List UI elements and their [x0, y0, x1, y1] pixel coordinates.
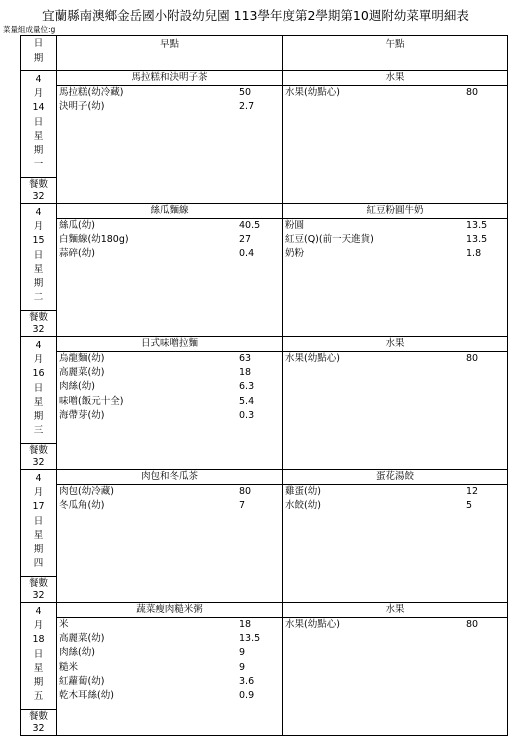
- ingredient-name: 高麗菜(幼): [59, 633, 105, 645]
- unit-note: 菜量組成量位:g: [3, 25, 56, 34]
- ingredient-quantity: 9: [239, 647, 246, 659]
- day-date-line: 4: [35, 340, 42, 351]
- day-date-line: 16: [32, 368, 45, 380]
- day-cell: [21, 470, 57, 603]
- day-cell: [21, 603, 57, 736]
- ingredient-name: 決明子(幼): [59, 101, 105, 113]
- day-date-line: 星: [33, 130, 44, 142]
- meal-count-value: 32: [32, 590, 45, 601]
- ingredient-name: 肉絲(幼): [59, 647, 95, 659]
- meal-count-value: 32: [32, 723, 45, 734]
- snack-cell: [283, 337, 508, 470]
- day-row: [21, 204, 508, 337]
- day-column: [21, 603, 56, 735]
- ingredient-quantity: 5.4: [239, 395, 255, 407]
- day-date: [32, 337, 44, 438]
- day-column: [21, 470, 56, 602]
- ingredient-row: [283, 352, 507, 366]
- day-row: [21, 337, 508, 470]
- ingredient-row: [283, 233, 507, 247]
- day-date-line: 月: [33, 354, 44, 366]
- ingredient-quantity: 9: [239, 661, 246, 673]
- ingredient-quantity: 12: [466, 486, 479, 497]
- menu-table: [20, 35, 508, 736]
- day-date-line: 4: [35, 74, 42, 85]
- ingredient-row: [57, 632, 282, 646]
- day-date-line: 日: [33, 648, 44, 660]
- header-day: 日 期: [21, 36, 57, 71]
- ingredient-name: 馬拉糕(幼冷藏): [59, 87, 124, 98]
- ingredient-row: [57, 499, 282, 513]
- day-date-line: 一: [33, 159, 44, 171]
- ingredient-quantity: 18: [239, 367, 252, 379]
- snack-cell: [283, 71, 508, 204]
- ingredient-row: [57, 86, 282, 100]
- day-date-line: 4: [35, 207, 42, 218]
- meal-count-label: 餐數: [28, 711, 48, 722]
- day-date-line: 期: [33, 144, 44, 156]
- ingredient-name: 高麗菜(幼): [59, 367, 105, 379]
- day-date-line: 日: [33, 116, 44, 128]
- ingredient-quantity: 13.5: [466, 234, 488, 246]
- day-date-line: 日: [33, 515, 44, 527]
- day-date: [32, 71, 44, 172]
- ingredient-row: [57, 689, 282, 703]
- ingredient-row: [57, 618, 282, 632]
- day-column: [21, 71, 56, 203]
- ingredient-row: [57, 395, 282, 409]
- ingredient-row: [283, 219, 507, 233]
- day-cell: [21, 204, 57, 337]
- ingredient-name: 水果(幼點心): [285, 87, 340, 98]
- ingredient-quantity: 50: [239, 87, 252, 98]
- day-date-line: 15: [32, 235, 45, 247]
- day-date-line: 星: [33, 263, 44, 275]
- ingredient-quantity: 7: [239, 500, 246, 512]
- snack-dish-name: 紅豆粉圓牛奶: [283, 204, 507, 219]
- day-date-line: 星: [33, 662, 44, 674]
- day-row: [21, 470, 508, 603]
- ingredient-quantity: 3.6: [239, 675, 255, 687]
- ingredient-name: 烏龍麵(幼): [59, 353, 105, 364]
- ingredient-row: [57, 409, 282, 423]
- day-date-line: 4: [35, 606, 42, 617]
- breakfast-dish-name: 肉包和冬瓜茶: [57, 470, 282, 485]
- day-row: [21, 71, 508, 204]
- ingredient-name: 奶粉: [285, 248, 305, 260]
- ingredient-name: 絲瓜(幼): [59, 220, 95, 231]
- ingredient-name: 冬瓜角(幼): [59, 500, 105, 512]
- day-date-line: 月: [33, 487, 44, 499]
- ingredient-row: [57, 380, 282, 394]
- ingredient-name: 水果(幼點心): [285, 619, 340, 630]
- snack-dish-name: 蛋花湯餃: [283, 470, 507, 485]
- ingredient-quantity: 80: [466, 87, 479, 98]
- ingredient-name: 米: [59, 619, 69, 630]
- meal-count: [21, 576, 56, 602]
- ingredient-row: [57, 247, 282, 261]
- meal-count-label: 餐數: [28, 179, 48, 190]
- snack-cell: [283, 204, 508, 337]
- snack-cell: [283, 470, 508, 603]
- meal-count: [21, 709, 56, 735]
- ingredient-name: 肉絲(幼): [59, 381, 95, 393]
- ingredient-row: [283, 618, 507, 632]
- ingredient-row: [57, 675, 282, 689]
- meal-count-value: 32: [32, 457, 45, 468]
- breakfast-cell: [57, 603, 283, 736]
- ingredient-quantity: 63: [239, 353, 252, 364]
- meal-count-label: 餐數: [28, 445, 48, 456]
- day-date-line: 14: [32, 102, 45, 114]
- day-column: [21, 204, 56, 336]
- ingredient-row: [283, 86, 507, 100]
- breakfast-dish-name: 馬拉糕和決明子茶: [57, 71, 282, 86]
- menu-body: [21, 71, 508, 736]
- breakfast-dish-name: 日式味噌拉麵: [57, 337, 282, 352]
- ingredient-row: [57, 366, 282, 380]
- day-date-line: 期: [33, 277, 44, 289]
- ingredient-name: 味噌(飯元十全): [59, 395, 124, 407]
- ingredient-row: [283, 499, 507, 513]
- ingredient-row: [57, 646, 282, 660]
- meal-count-label: 餐數: [28, 312, 48, 323]
- meal-count-value: 32: [32, 324, 45, 335]
- day-date-line: 五: [33, 691, 44, 703]
- day-date-line: 18: [32, 634, 45, 646]
- breakfast-cell: [57, 337, 283, 470]
- day-date-line: 期: [33, 676, 44, 688]
- ingredient-name: 水餃(幼): [285, 500, 321, 512]
- day-date-line: 二: [33, 292, 44, 304]
- meal-count-label: 餐數: [28, 578, 48, 589]
- ingredient-quantity: 80: [239, 486, 252, 497]
- day-date-line: 17: [32, 501, 45, 513]
- meal-count: [21, 310, 56, 336]
- page-title: 宜蘭縣南澳鄉金岳國小附設幼兒園 113學年度第2學期第10週附幼菜單明細表: [42, 8, 469, 23]
- breakfast-cell: [57, 71, 283, 204]
- day-cell: [21, 337, 57, 470]
- day-date-line: 三: [33, 425, 44, 437]
- ingredient-row: [283, 247, 507, 261]
- snack-cell: [283, 603, 508, 736]
- day-date-line: 月: [33, 221, 44, 233]
- ingredient-name: 雞蛋(幼): [285, 486, 321, 497]
- day-date-line: 四: [33, 558, 44, 570]
- header-breakfast: 早點: [57, 36, 283, 71]
- day-date: [32, 470, 44, 571]
- ingredient-row: [57, 352, 282, 366]
- day-date: [32, 204, 44, 305]
- snack-dish-name: 水果: [283, 603, 507, 618]
- ingredient-row: [57, 485, 282, 499]
- ingredient-name: 粉圓: [285, 220, 305, 231]
- day-cell: [21, 71, 57, 204]
- day-date-line: 日: [33, 249, 44, 261]
- day-date-line: 4: [35, 473, 42, 484]
- ingredient-name: 海帶芽(幼): [59, 409, 105, 421]
- meal-count-value: 32: [32, 191, 45, 202]
- snack-dish-name: 水果: [283, 337, 507, 352]
- ingredient-quantity: 5: [466, 500, 473, 512]
- ingredient-name: 紅蘿蔔(幼): [59, 675, 105, 687]
- ingredient-quantity: 40.5: [239, 220, 261, 231]
- ingredient-quantity: 80: [466, 353, 479, 364]
- day-date-line: 星: [33, 396, 44, 408]
- meal-count: [21, 177, 56, 203]
- day-column: [21, 337, 56, 469]
- ingredient-name: 乾木耳絲(幼): [59, 689, 114, 701]
- ingredient-quantity: 0.9: [239, 689, 255, 701]
- ingredient-row: [57, 100, 282, 114]
- ingredient-quantity: 0.3: [239, 409, 255, 421]
- ingredient-name: 白麵線(幼180g): [59, 234, 129, 246]
- ingredient-row: [57, 219, 282, 233]
- snack-dish-name: 水果: [283, 71, 507, 86]
- ingredient-quantity: 18: [239, 619, 252, 630]
- day-date-line: 日: [33, 382, 44, 394]
- day-row: [21, 603, 508, 736]
- ingredient-quantity: 27: [239, 234, 252, 246]
- meal-count: [21, 443, 56, 469]
- ingredient-quantity: 2.7: [239, 101, 255, 113]
- breakfast-dish-name: 絲瓜麵線: [57, 204, 282, 219]
- day-date-line: 月: [33, 620, 44, 632]
- ingredient-name: 糙米: [59, 661, 79, 673]
- ingredient-quantity: 0.4: [239, 248, 255, 260]
- breakfast-cell: [57, 470, 283, 603]
- day-date-line: 星: [33, 529, 44, 541]
- ingredient-quantity: 6.3: [239, 381, 255, 393]
- ingredient-row: [57, 661, 282, 675]
- day-date-line: 期: [33, 410, 44, 422]
- ingredient-quantity: 1.8: [466, 248, 482, 260]
- day-date-line: 期: [33, 543, 44, 555]
- breakfast-cell: [57, 204, 283, 337]
- breakfast-dish-name: 蔬菜瘦肉糙米粥: [57, 603, 282, 618]
- ingredient-name: 蒜碎(幼): [59, 248, 95, 260]
- day-date-line: 月: [33, 88, 44, 100]
- day-date: [32, 603, 44, 704]
- ingredient-row: [283, 485, 507, 499]
- ingredient-name: 紅豆(Q)(前一天進貨): [285, 234, 374, 246]
- ingredient-quantity: 13.5: [466, 220, 488, 231]
- ingredient-name: 肉包(幼冷藏): [59, 486, 114, 497]
- ingredient-quantity: 80: [466, 619, 479, 630]
- header-snack: 午點: [283, 36, 508, 71]
- ingredient-row: [57, 233, 282, 247]
- ingredient-quantity: 13.5: [239, 633, 261, 645]
- ingredient-name: 水果(幼點心): [285, 353, 340, 364]
